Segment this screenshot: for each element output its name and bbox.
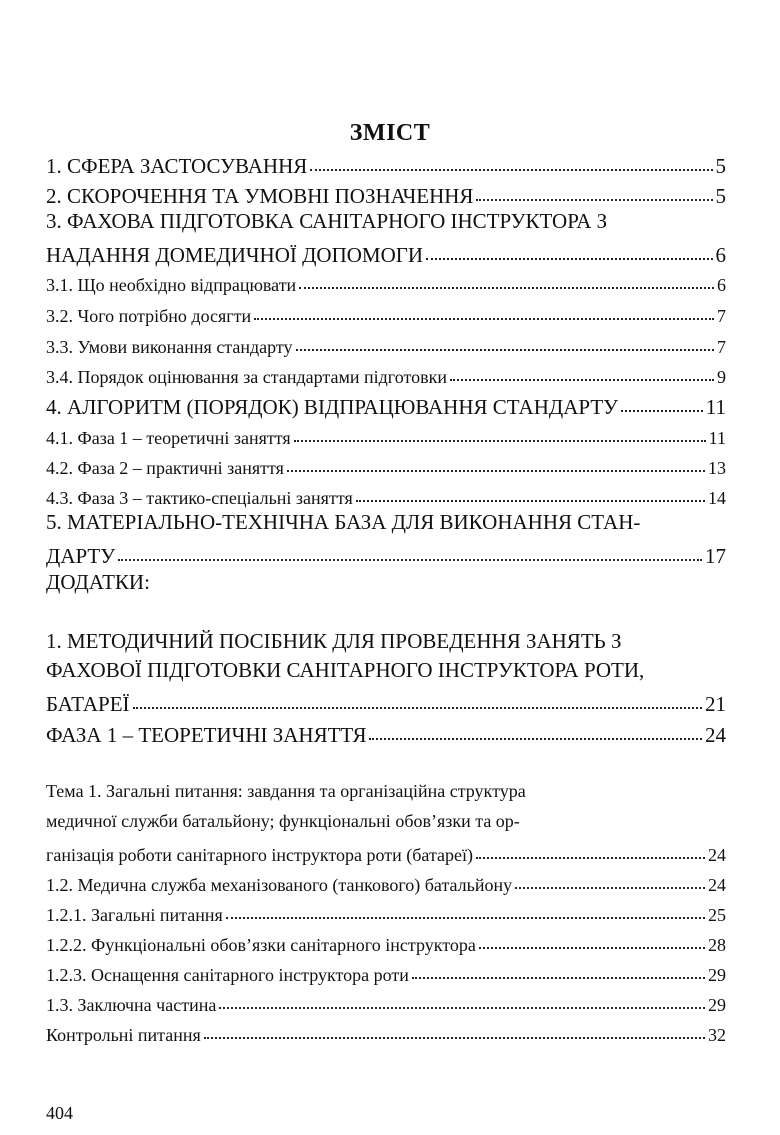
toc-entry-page: 5 xyxy=(715,154,726,178)
toc-entry-label: 2. СКОРОЧЕННЯ ТА УМОВНІ ПОЗНАЧЕННЯ xyxy=(46,184,474,208)
toc-entry xyxy=(46,540,726,569)
toc-entry-label: 4.3. Фаза 3 – тактико-спеціальні заняття xyxy=(46,488,353,508)
toc-entry-label: 3.4. Порядок оцінювання за стандартами підготовки xyxy=(46,367,447,387)
dot-leader xyxy=(450,361,714,381)
dot-leader xyxy=(287,452,705,472)
dot-leader xyxy=(476,178,712,201)
toc-entry-label: 4.2. Фаза 2 – практичні заняття xyxy=(46,458,284,478)
toc-entry xyxy=(46,688,726,717)
dot-leader xyxy=(369,717,702,740)
toc-entry-line: ФАХОВОЇ ПІДГОТОВКИ САНІТАРНОГО ІНСТРУКТОРА РОТИ, xyxy=(46,658,645,682)
toc-entry-label: 1. СФЕРА ЗАСТОСУВАННЯ xyxy=(46,154,308,178)
toc-entry xyxy=(46,454,726,479)
toc-entry-label: 1.2.3. Оснащення санітарного інструктора роти xyxy=(46,965,409,985)
toc-entry-page: 9 xyxy=(717,367,726,387)
toc-entry-page: 24 xyxy=(708,875,726,895)
toc-entry-page: 29 xyxy=(708,995,726,1015)
toc-entry-page: 14 xyxy=(708,488,726,508)
toc-entry xyxy=(46,484,726,509)
dot-leader xyxy=(219,989,705,1009)
dot-leader xyxy=(254,300,714,320)
dot-leader xyxy=(426,237,712,260)
toc-entry xyxy=(46,931,726,956)
toc-entry-page: 6 xyxy=(717,275,726,295)
dot-leader xyxy=(133,686,702,709)
dot-leader xyxy=(356,482,705,502)
toc-entry-line: медичної служби батальйону; функціональні обов’язки та ор- xyxy=(46,811,520,831)
dot-leader xyxy=(621,389,703,412)
toc-entry xyxy=(46,961,726,986)
toc-entry xyxy=(46,271,726,296)
toc-entry xyxy=(46,150,726,179)
toc-entry-label: 4. АЛГОРИТМ (ПОРЯДОК) ВІДПРАЦЮВАННЯ СТАНДАРТУ xyxy=(46,395,619,419)
toc-entry-line: 3. ФАХОВА ПІДГОТОВКА САНІТАРНОГО ІНСТРУКТОРА З xyxy=(46,209,608,233)
toc-entry xyxy=(46,901,726,926)
toc-entry-line: 1. МЕТОДИЧНИЙ ПОСІБНИК ДЛЯ ПРОВЕДЕННЯ ЗАНЯТЬ З xyxy=(46,629,622,653)
toc-entry-page: 24 xyxy=(708,845,726,865)
toc-entry-page: 5 xyxy=(715,184,726,208)
toc-entry-page: 17 xyxy=(705,544,726,568)
toc-entry-label: 1.2. Медична служба механізованого (танкового) батальйону xyxy=(46,875,513,895)
toc-entry-label: 1.2.1. Загальні питання xyxy=(46,905,223,925)
toc-entry xyxy=(46,1021,726,1046)
toc-entry-label: ганізація роботи санітарного інструктора роти (батареї) xyxy=(46,845,474,865)
toc-entry-label: 3.3. Умови виконання стандарту xyxy=(46,337,293,357)
toc-entry-page: 29 xyxy=(708,965,726,985)
dot-leader xyxy=(296,331,714,351)
toc-entry xyxy=(46,424,726,449)
dot-leader xyxy=(310,148,712,171)
toc-entry-label: 1.2.2. Функціональні обов’язки санітарного інструктора xyxy=(46,935,476,955)
toc-entry-label: БАТАРЕЇ xyxy=(46,692,130,716)
toc-entry-page: 6 xyxy=(715,243,726,267)
toc-entry-label: НАДАННЯ ДОМЕДИЧНОЇ ДОПОМОГИ xyxy=(46,243,424,267)
toc-entry xyxy=(46,871,726,896)
dot-leader xyxy=(204,1019,705,1039)
toc-entry-label: 3.2. Чого потрібно досягти xyxy=(46,306,252,326)
appendix-heading: ДОДАТКИ: xyxy=(46,570,150,594)
toc-entry-label: Контрольні питання xyxy=(46,1025,201,1045)
toc-entry-label: ФАЗА 1 – ТЕОРЕТИЧНІ ЗАНЯТТЯ xyxy=(46,723,367,747)
toc-entry-page: 13 xyxy=(708,458,726,478)
toc-entry-page: 11 xyxy=(705,395,726,419)
dot-leader xyxy=(118,538,702,561)
toc-entry-page: 7 xyxy=(717,306,726,326)
toc-entry-page: 21 xyxy=(705,692,726,716)
toc-entry-page: 28 xyxy=(708,935,726,955)
toc-entry xyxy=(46,841,726,866)
toc-entry xyxy=(46,363,726,388)
toc-entry xyxy=(46,719,726,748)
toc-entry-page: 7 xyxy=(717,337,726,357)
toc-entry-line: Тема 1. Загальні питання: завдання та організаційна структура xyxy=(46,781,526,801)
toc-entry-page: 24 xyxy=(705,723,726,747)
toc-entry-label: 4.1. Фаза 1 – теоретичні заняття xyxy=(46,428,291,448)
page-title: ЗМІСТ xyxy=(349,120,431,146)
toc-entry-page: 25 xyxy=(708,905,726,925)
toc-entry-page: 32 xyxy=(708,1025,726,1045)
toc-entry-label: ДАРТУ xyxy=(46,544,116,568)
toc-entry xyxy=(46,991,726,1016)
dot-leader xyxy=(294,422,706,442)
toc-entry xyxy=(46,302,726,327)
toc-entry-label: 1.3. Заключна частина xyxy=(46,995,217,1015)
toc-entry xyxy=(46,333,726,358)
dot-leader xyxy=(226,899,705,919)
page-number: 404 xyxy=(46,1103,73,1123)
dot-leader xyxy=(412,959,705,979)
toc-entry xyxy=(46,180,726,209)
dot-leader xyxy=(515,869,705,889)
dot-leader xyxy=(476,839,705,859)
toc-entry xyxy=(46,391,726,420)
toc-entry-page: 11 xyxy=(708,428,726,448)
toc-entry-label: 3.1. Що необхідно відпрацювати xyxy=(46,275,297,295)
dot-leader xyxy=(479,929,705,949)
dot-leader xyxy=(299,269,714,289)
toc-entry xyxy=(46,239,726,268)
toc-entry-line: 5. МАТЕРІАЛЬНО-ТЕХНІЧНА БАЗА ДЛЯ ВИКОНАННЯ СТАН- xyxy=(46,510,641,534)
